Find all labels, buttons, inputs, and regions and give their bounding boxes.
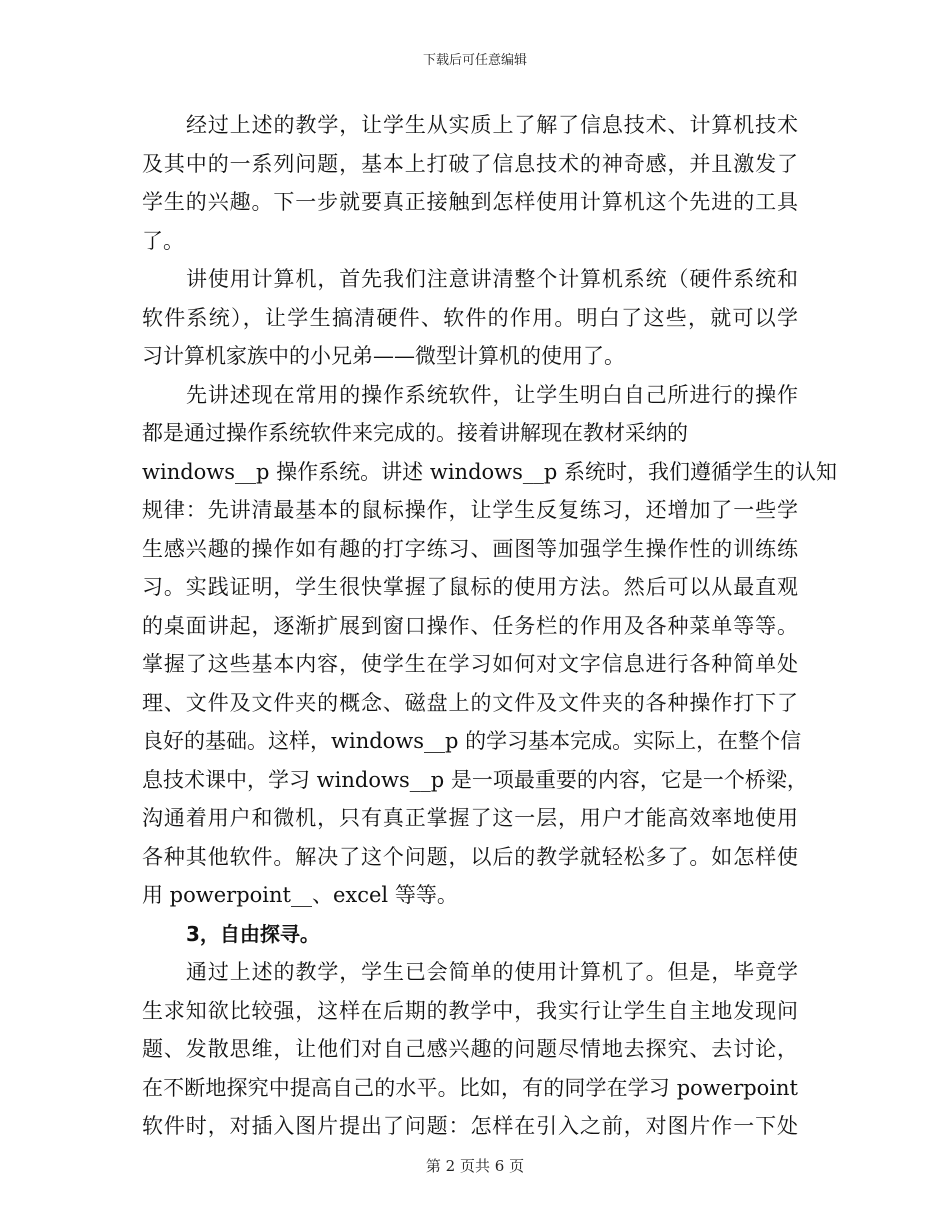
body-text-line: windows__p 操作系统。讲述 windows__p 系统时，我们遵循学生的认知 [142,459,838,484]
body-text-line: 用 powerpoint__、excel 等等。 [142,883,458,907]
body-text-line: 先讲述现在常用的操作系统软件，让学生明白自己所进行的操作 [186,382,798,407]
body-text-line: 习计算机家族中的小兄弟——微型计算机的使用了。 [142,344,625,368]
body-text-line: 生感兴趣的操作如有趣的打字练习、画图等加强学生操作性的训练练 [142,536,798,561]
body-text-line: 理、文件及文件夹的概念、磁盘上的文件及文件夹的各种操作打下了 [142,690,798,715]
body-text-line: 讲使用计算机，首先我们注意讲清整个计算机系统（硬件系统和 [186,267,798,291]
body-text-line: 题、发散思维，让他们对自己感兴趣的问题尽情地去探究、去讨论， [142,1037,798,1061]
body-text-line: 及其中的一系列问题，基本上打破了信息技术的神奇感，并且激发了 [142,151,798,176]
body-text-line: 息技术课中，学习 windows__p 是一项最重要的内容，它是一个桥梁， [142,767,808,792]
document-body [142,106,838,1146]
body-text-line: 经过上述的教学，让学生从实质上了解了信息技术、计算机技术 [186,113,798,137]
body-text-line: 通过上述的教学，学生已会简单的使用计算机了。但是，毕竟学 [186,960,798,984]
body-text-line: 良好的基础。这样，windows__p 的学习基本完成。实际上，在整个信 [142,729,802,753]
body-text-line: 各种其他软件。解决了这个问题，以后的教学就轻松多了。如怎样使 [142,844,798,869]
body-text-line: 生求知欲比较强，这样在后期的教学中，我实行让学生自主地发现问 [142,998,798,1023]
body-text-line: 沟通着用户和微机，只有真正掌握了这一层，用户才能高效率地使用 [142,806,798,830]
page-footer: 第 2 页共 6 页 [425,1157,525,1175]
body-text-line: 习。实践证明，学生很快掌握了鼠标的使用方法。然后可以从最直观 [142,575,798,599]
body-text-line: 软件时，对插入图片提出了问题：怎样在引入之前，对图片作一下处 [142,1114,798,1138]
section-heading: 3，自由探寻。 [186,921,320,946]
body-text-line: 规律：先讲清最基本的鼠标操作，让学生反复练习，还增加了一些学 [142,498,798,522]
page-header: 下载后可任意编辑 [422,53,527,68]
body-text-line: 学生的兴趣。下一步就要真正接触到怎样使用计算机这个先进的工具 [142,190,798,214]
body-text-line: 掌握了这些基本内容，使学生在学习如何对文字信息进行各种简单处 [142,652,798,676]
body-text-line: 在不断地探究中提高自己的水平。比如，有的同学在学习 powerpoint [142,1075,798,1100]
body-text-line: 的桌面讲起，逐渐扩展到窗口操作、任务栏的作用及各种菜单等等。 [142,613,798,638]
body-text-line: 都是通过操作系统软件来完成的。接着讲解现在教材采纳的 [142,421,688,445]
body-text-line: 了。 [142,228,184,253]
body-text-line: 软件系统），让学生搞清硬件、软件的作用。明白了这些，就可以学 [142,305,798,330]
